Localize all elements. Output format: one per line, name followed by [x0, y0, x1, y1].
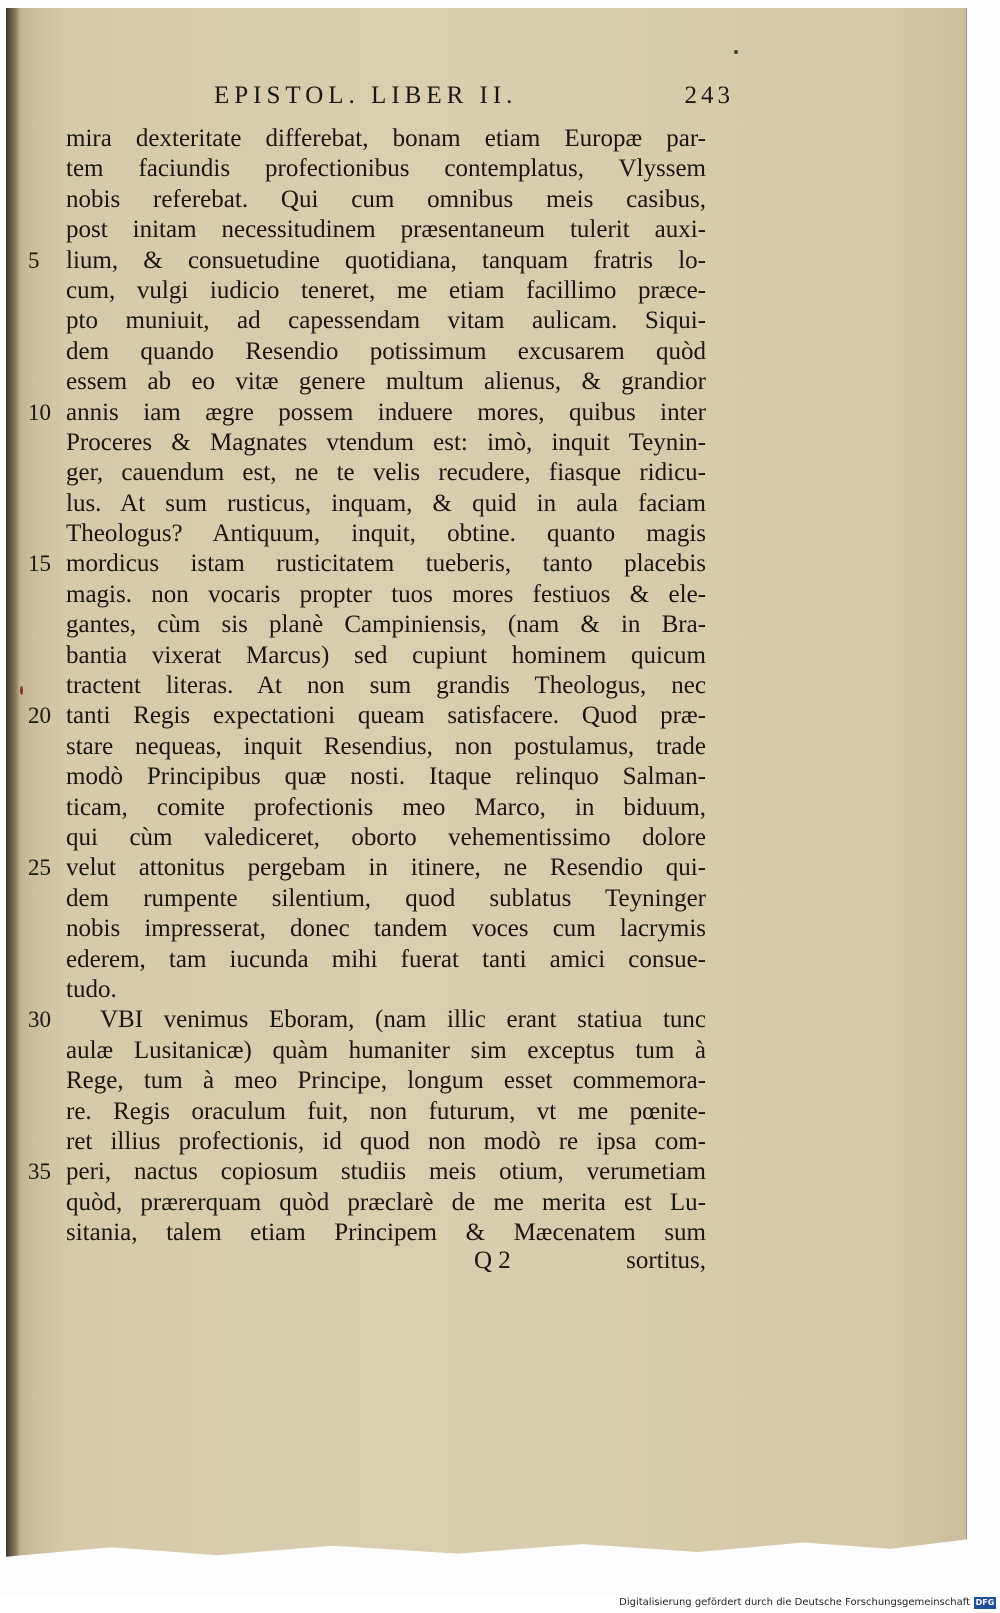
catchline: [474, 1247, 706, 1275]
text-line: tudo.: [66, 975, 117, 1003]
text-line: post initam necessitudinem præsentaneum tulerit auxi-: [66, 216, 706, 244]
text-line: stare nequeas, inquit Resendius, non postulamus, trade: [66, 732, 706, 760]
running-header: [214, 82, 734, 110]
text-line: modò Principibus quæ nosti. Itaque relinquo Salman-: [66, 763, 706, 791]
line-text: mordicus istam rusticitatem tueberis, tanto placebis: [66, 550, 706, 578]
text-line: nobis referebat. Qui cum omnibus meis casibus,: [66, 185, 706, 213]
text-line: magis. non vocaris propter tuos mores festiuos & ele-: [66, 580, 706, 608]
text-line: lus. At sum rusticus, inquam, & quid in aula faciam: [66, 489, 706, 517]
running-title: EPISTOL. LIBER II.: [214, 82, 518, 109]
text-block: [28, 124, 706, 1248]
text-line: aulæ Lusitanicæ) quàm humaniter sim exceptus tum à: [66, 1036, 706, 1064]
text-line: re. Regis oraculum fuit, non futurum, vt me pœnite-: [66, 1097, 706, 1125]
line-text: VBI venimus Eboram, (nam illic erant statiua tunc: [100, 1006, 706, 1034]
text-line: mira dexteritate differebat, bonam etiam Europæ par-: [66, 125, 706, 152]
text-line: quòd, prærerquam quòd præclarè de me merita est Lu-: [66, 1188, 706, 1216]
text-line: tractent literas. At non sum grandis Theologus, nec: [66, 672, 706, 700]
line-text: lium, & consuetudine quotidiana, tanquam fratris lo-: [66, 246, 706, 274]
line-number: 15: [28, 551, 51, 577]
text-line: sitania, talem etiam Principem & Mæcenatem sum: [66, 1219, 706, 1247]
line-number: 25: [28, 855, 51, 881]
text-line: qui cùm valediceret, oborto vehementissimo dolore: [66, 823, 706, 851]
catchword: sortitus,: [626, 1247, 706, 1274]
text-line: Proceres & Magnates vtendum est: imò, inquit Teynin-: [66, 428, 706, 456]
text-line-20: [28, 701, 706, 731]
text-line: tem faciundis profectionibus contemplatus, Vlyssem: [66, 155, 706, 183]
line-text: peri, nactus copiosum studiis meis otium, verumetiam: [66, 1158, 706, 1186]
line-number: 35: [28, 1159, 51, 1185]
gutter-shadow: [6, 8, 20, 1590]
dfg-logo: DFG: [975, 1598, 995, 1607]
text-line: Rege, tum à meo Principe, longum esset commemora-: [66, 1067, 706, 1095]
text-line: dem quando Resendio potissimum excusarem quòd: [66, 337, 706, 365]
text-line-15: [28, 549, 706, 579]
text-line: Theologus? Antiquum, inquit, obtine. quanto magis: [66, 520, 706, 548]
line-number: 10: [28, 399, 51, 425]
signature-mark: Q 2: [474, 1247, 511, 1274]
text-line: bantia vixerat Marcus) sed cupiunt hominem quicum: [66, 641, 706, 669]
text-line: essem ab eo vitæ genere multum alienus, & grandior: [66, 368, 706, 396]
text-line: gantes, cùm sis planè Campiniensis, (nam & in Bra-: [66, 611, 706, 639]
digitization-footer: [0, 1596, 1000, 1613]
paper-speck: [20, 686, 23, 695]
text-line: ger, cauendum est, ne te velis recudere, fiasque ridicu-: [66, 459, 706, 487]
line-text: annis iam ægre possem induere mores, quibus inter: [66, 398, 706, 426]
line-text: tanti Regis expectationi queam satisfacere. Quod præ-: [66, 702, 706, 730]
line-number: 30: [28, 1007, 51, 1033]
line-number: 5: [28, 247, 40, 273]
text-line: nobis impresserat, donec tandem voces cum lacrymis: [66, 915, 706, 943]
text-line-25: [28, 853, 706, 883]
text-line: cum, vulgi iudicio teneret, me etiam facillimo præce-: [66, 276, 706, 304]
text-line: ret illius profectionis, id quod non modò re ipsa com-: [66, 1127, 706, 1155]
text-line-30: [28, 1005, 706, 1035]
text-line-35: [28, 1157, 706, 1187]
paper-speck: [734, 50, 738, 54]
text-line-5: [28, 246, 706, 276]
line-text: velut attonitus pergebam in itinere, ne Resendio qui-: [66, 854, 706, 882]
footer-credit: Digitalisierung gefördert durch die Deutsche Forschungsgemeinschaft: [619, 1597, 970, 1608]
text-line: dem rumpente silentium, quod sublatus Teyninger: [66, 884, 706, 912]
text-line: pto muniuit, ad capessendam vitam aulicam. Siqui-: [66, 307, 706, 335]
page-number: 243: [684, 82, 734, 109]
text-line: ederem, tam iucunda mihi fuerat tanti amici consue-: [66, 945, 706, 973]
text-line-10: [28, 398, 706, 428]
line-number: 20: [28, 703, 51, 729]
text-line: ticam, comite profectionis meo Marco, in biduum,: [66, 793, 706, 821]
